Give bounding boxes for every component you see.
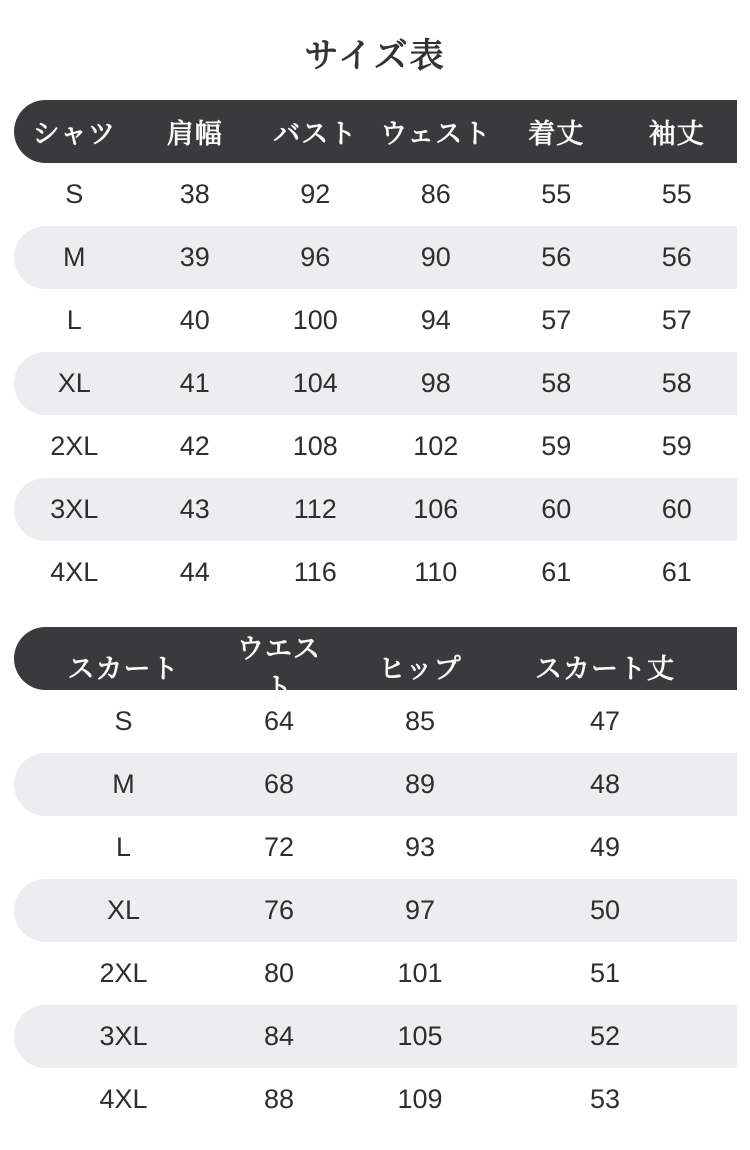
shirt-row-L-cell-1: 40 <box>179 305 210 335</box>
skirt-row-L <box>14 816 737 879</box>
shirt-row-4XL-cell-4: 61 <box>541 557 572 587</box>
shirt-row-3XL-cell-5: 60 <box>661 494 692 524</box>
shirt-row-S <box>14 163 737 226</box>
shirt-row-M-cell-2: 96 <box>300 242 331 272</box>
shirt-row-3XL-cell-3: 106 <box>413 494 459 524</box>
shirt-row-4XL-cell-0: 4XL <box>50 557 99 587</box>
skirt-header-row <box>14 627 737 703</box>
shirt-row-4XL-cell-1: 44 <box>179 557 210 587</box>
skirt-row-2XL-cell-2: 101 <box>397 958 443 988</box>
skirt-row-2XL <box>14 942 737 1005</box>
skirt-row-2XL-cell-0: 2XL <box>99 958 148 988</box>
shirt-row-4XL-cell-2: 116 <box>293 557 337 587</box>
shirt-row-4XL <box>14 541 737 604</box>
shirt-header-row-cell-4: 着丈 <box>528 119 585 149</box>
shirt-row-S-cell-4: 55 <box>541 179 572 209</box>
skirt-row-S-cell-2: 85 <box>404 706 436 736</box>
skirt-row-4XL-cell-0: 4XL <box>99 1084 148 1114</box>
skirt-row-3XL-cell-0: 3XL <box>99 1021 148 1051</box>
shirt-row-2XL <box>14 415 737 478</box>
shirt-row-2XL-cell-0: 2XL <box>50 431 99 461</box>
shirt-row-S-cell-0: S <box>65 179 84 209</box>
shirt-row-S-cell-2: 92 <box>300 179 331 209</box>
shirt-row-XL-cell-1: 41 <box>179 368 210 398</box>
shirt-row-M-cell-5: 56 <box>661 242 692 272</box>
skirt-row-XL-cell-1: 76 <box>263 895 295 925</box>
shirt-row-S-cell-1: 38 <box>179 179 210 209</box>
shirt-row-L-cell-5: 57 <box>661 305 692 335</box>
skirt-row-3XL <box>14 1005 737 1068</box>
skirt-row-XL-cell-2: 97 <box>404 895 436 925</box>
shirt-row-XL-cell-0: XL <box>57 368 91 398</box>
skirt-header-row-cell-1: ウエスト <box>237 634 321 703</box>
skirt-row-XL-cell-0: XL <box>106 895 141 925</box>
skirt-row-2XL-cell-3: 51 <box>589 958 621 988</box>
page-title: サイズ表 <box>304 37 446 75</box>
shirt-row-3XL-cell-4: 60 <box>541 494 572 524</box>
shirt-row-2XL-cell-5: 59 <box>661 431 692 461</box>
shirt-row-M-cell-0: M <box>63 242 86 272</box>
skirt-row-S-cell-3: 47 <box>589 706 621 736</box>
shirt-row-M <box>14 226 737 289</box>
shirt-header-row-cell-1: 肩幅 <box>166 119 223 149</box>
shirt-row-XL-cell-4: 58 <box>541 368 572 398</box>
shirt-header-row-cell-3: ウェスト <box>380 119 492 149</box>
skirt-row-S <box>14 690 737 753</box>
shirt-row-XL-cell-2: 104 <box>292 368 338 398</box>
skirt-row-2XL-cell-1: 80 <box>263 958 295 988</box>
skirt-row-L-cell-2: 93 <box>404 832 436 862</box>
shirt-row-2XL-cell-1: 42 <box>179 431 210 461</box>
skirt-row-4XL <box>14 1068 737 1131</box>
shirt-row-2XL-cell-4: 59 <box>541 431 572 461</box>
shirt-row-L-cell-0: L <box>66 305 82 335</box>
skirt-row-L-cell-3: 49 <box>589 832 621 862</box>
shirt-header-row-cell-5: 袖丈 <box>648 119 705 149</box>
shirt-row-M-cell-4: 56 <box>541 242 572 272</box>
skirt-header-row-cell-2: ヒップ <box>378 653 462 684</box>
skirt-row-S-cell-1: 64 <box>263 706 295 736</box>
skirt-row-4XL-cell-2: 109 <box>397 1084 443 1114</box>
skirt-header-row-cell-0: スカート <box>67 653 180 684</box>
skirt-row-S-cell-0: S <box>114 706 133 736</box>
skirt-row-L-cell-1: 72 <box>263 832 295 862</box>
shirt-size-table <box>14 100 737 604</box>
shirt-header-row-cell-2: バスト <box>273 119 358 149</box>
shirt-row-2XL-cell-3: 102 <box>413 431 459 461</box>
shirt-row-L-cell-2: 100 <box>292 305 338 335</box>
shirt-row-2XL-cell-2: 108 <box>292 431 338 461</box>
shirt-header-row-cell-0: シャツ <box>32 119 116 149</box>
shirt-row-4XL-cell-3: 110 <box>414 557 458 587</box>
skirt-row-M-cell-2: 89 <box>404 769 436 799</box>
skirt-row-3XL-cell-3: 52 <box>589 1021 621 1051</box>
shirt-row-3XL-cell-2: 112 <box>293 494 337 524</box>
shirt-row-3XL-cell-1: 43 <box>179 494 210 524</box>
shirt-row-S-cell-5: 55 <box>661 179 692 209</box>
shirt-row-L-cell-4: 57 <box>541 305 572 335</box>
shirt-row-3XL <box>14 478 737 541</box>
skirt-header-row-cell-3: スカート丈 <box>535 653 675 684</box>
skirt-row-L-cell-0: L <box>115 832 132 862</box>
skirt-row-M-cell-1: 68 <box>263 769 295 799</box>
skirt-size-table <box>14 627 737 1131</box>
shirt-row-XL-cell-5: 58 <box>661 368 692 398</box>
skirt-row-XL-cell-3: 50 <box>589 895 621 925</box>
skirt-row-M-cell-3: 48 <box>589 769 621 799</box>
shirt-row-M-cell-1: 39 <box>179 242 210 272</box>
shirt-row-3XL-cell-0: 3XL <box>50 494 99 524</box>
shirt-header-row <box>14 100 737 163</box>
skirt-row-M-cell-0: M <box>112 769 135 799</box>
shirt-row-4XL-cell-5: 61 <box>661 557 692 587</box>
shirt-row-L <box>14 289 737 352</box>
shirt-row-M-cell-3: 90 <box>420 242 451 272</box>
shirt-row-XL <box>14 352 737 415</box>
shirt-row-L-cell-3: 94 <box>420 305 451 335</box>
skirt-row-3XL-cell-2: 105 <box>397 1021 443 1051</box>
skirt-row-3XL-cell-1: 84 <box>263 1021 295 1051</box>
skirt-row-4XL-cell-1: 88 <box>263 1084 295 1114</box>
skirt-row-M <box>14 753 737 816</box>
shirt-row-S-cell-3: 86 <box>420 179 451 209</box>
skirt-row-XL <box>14 879 737 942</box>
skirt-row-4XL-cell-3: 53 <box>589 1084 621 1114</box>
shirt-row-XL-cell-3: 98 <box>420 368 451 398</box>
